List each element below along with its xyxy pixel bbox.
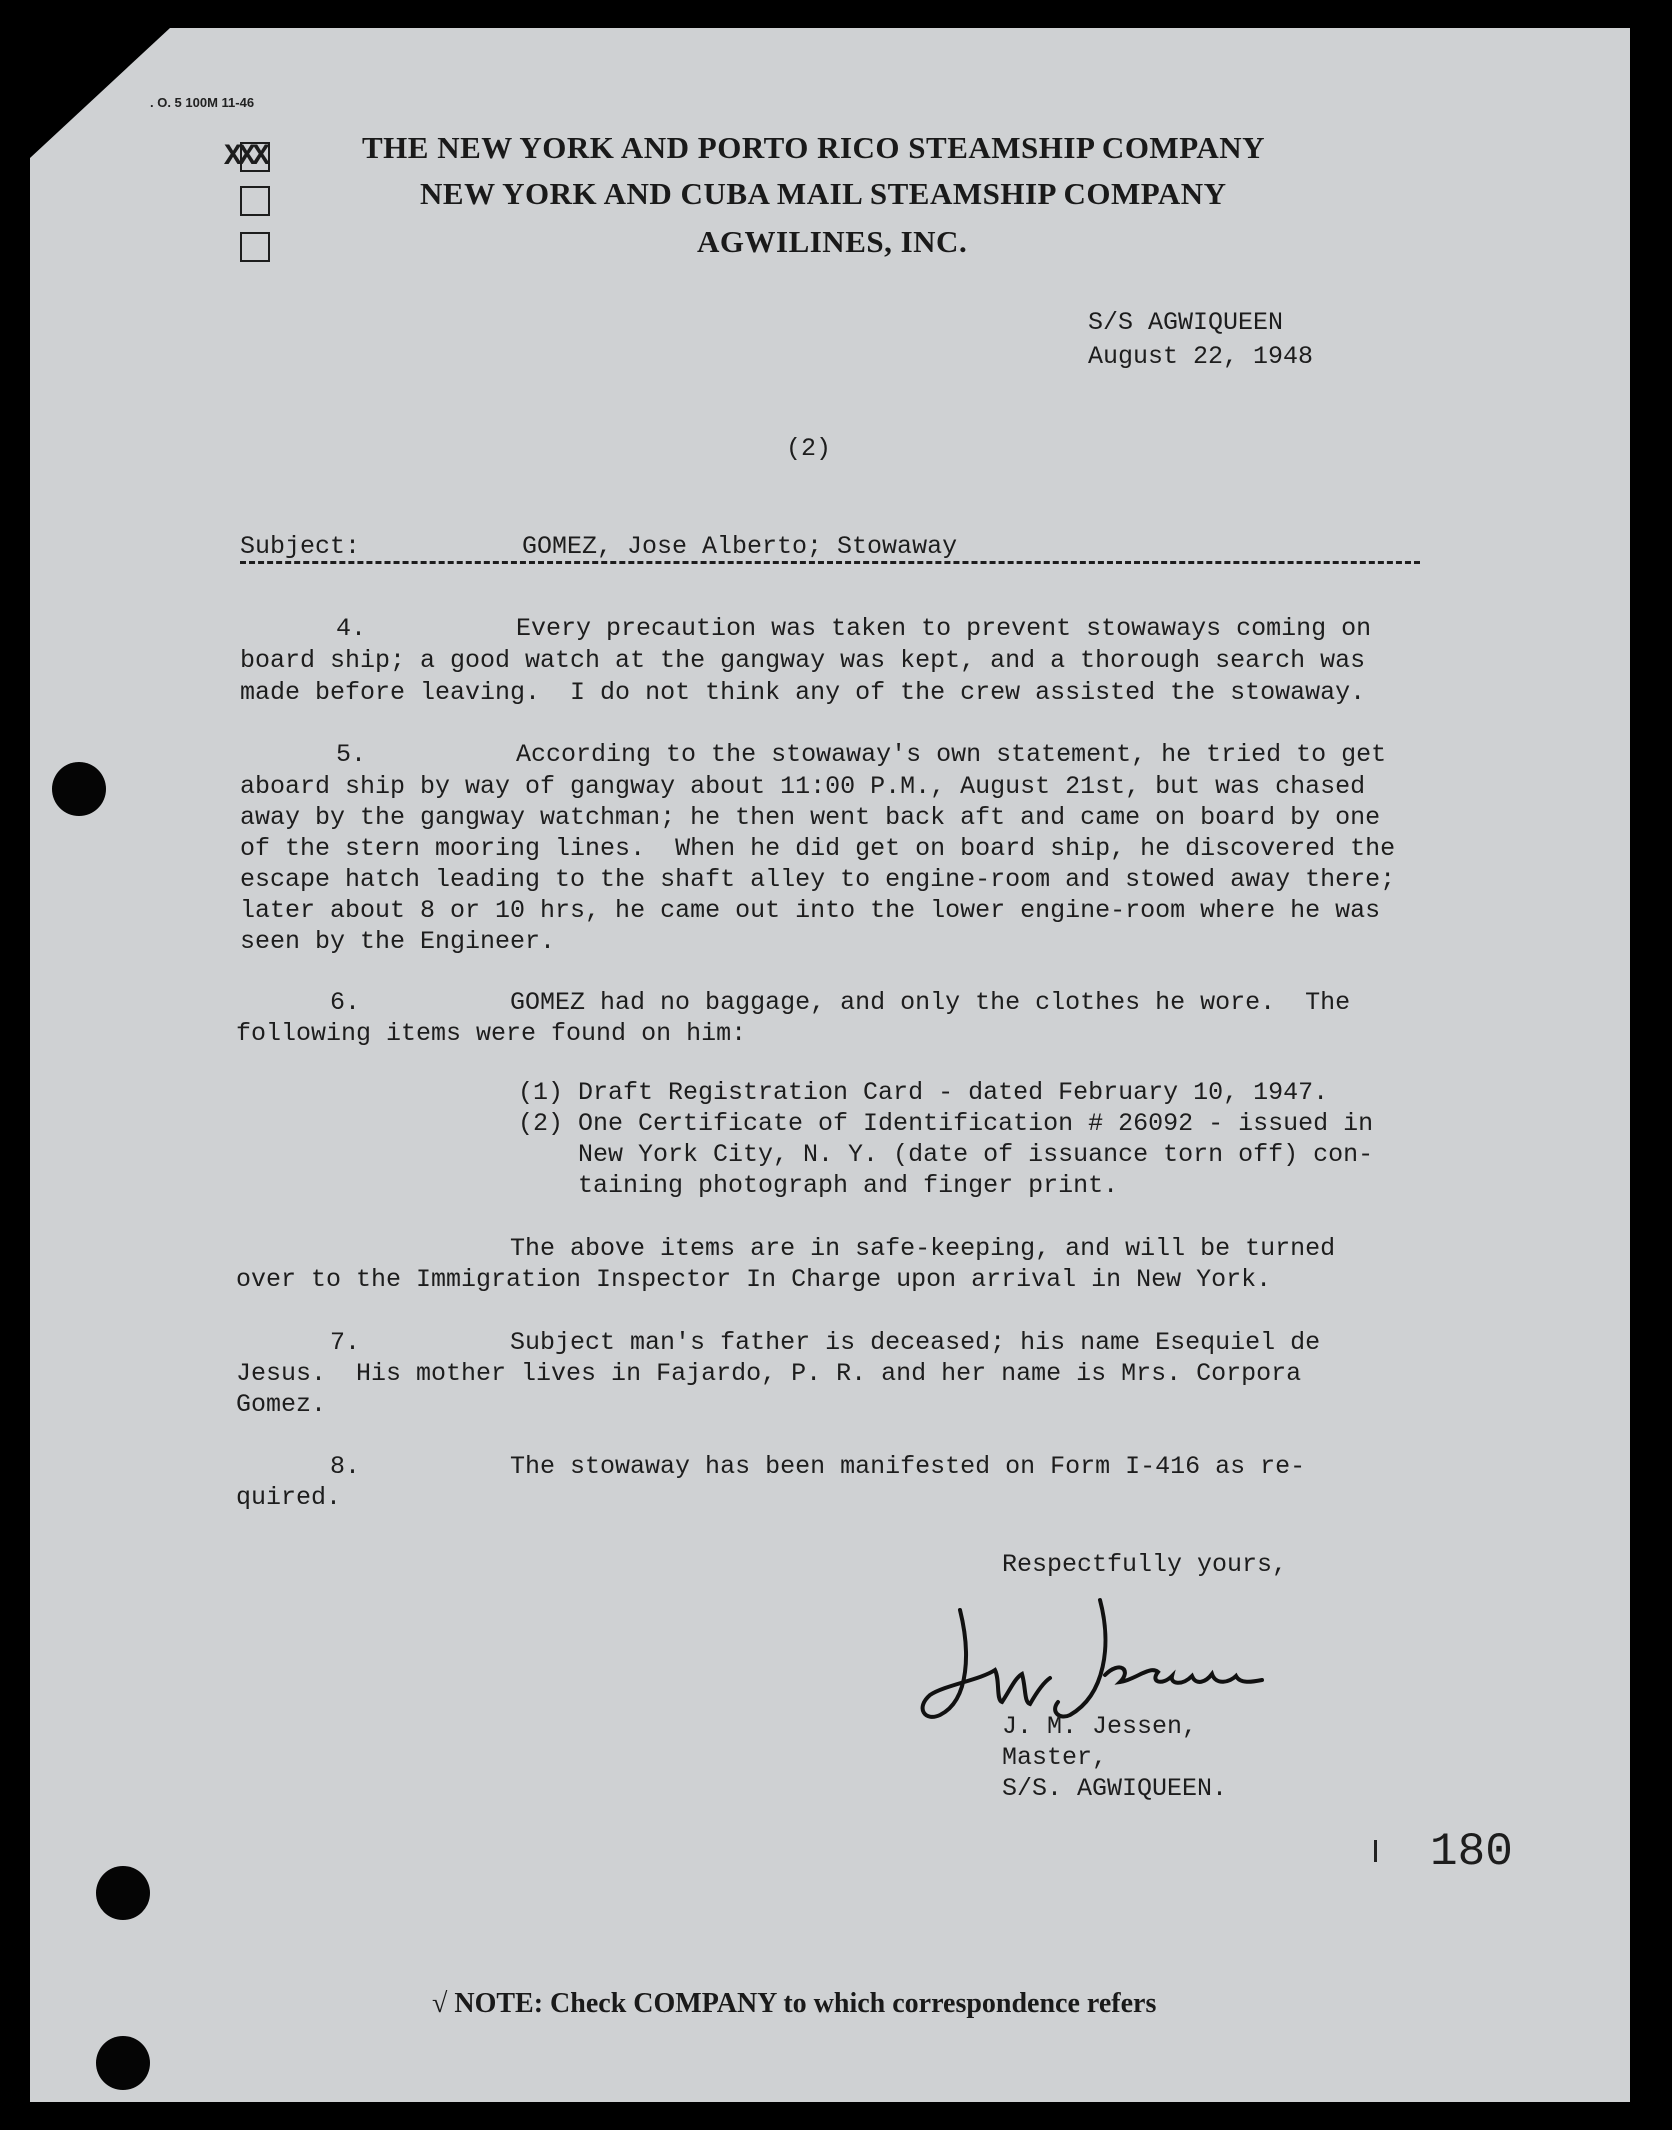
- paragraph-4-line-2: board ship; a good watch at the gangway was kept, and a thorough search was: [240, 646, 1366, 675]
- salutation: Respectfully yours,: [1002, 1550, 1288, 1579]
- company-name-1: THE NEW YORK AND PORTO RICO STEAMSHIP COMPANY: [362, 130, 1265, 165]
- paragraph-7-line-3: Gomez.: [236, 1390, 327, 1419]
- company-checkbox-3: [240, 232, 270, 262]
- paragraph-5-line-4: of the stern mooring lines. When he did get on board ship, he discovered the: [240, 834, 1396, 863]
- paragraph-6-line-1: 6. GOMEZ had no baggage, and only the clothes he wore. The: [330, 988, 1351, 1017]
- found-item-2-line-3: taining photograph and finger print.: [518, 1171, 1119, 1200]
- checked-mark: XXX: [224, 140, 267, 174]
- signatory-name: J. M. Jessen,: [1002, 1712, 1198, 1741]
- paragraph-5-line-1: 5. According to the stowaway's own statement, he tried to get: [336, 740, 1387, 769]
- paragraph-4-line-1: 4. Every precaution was taken to prevent stowaways coming on: [336, 614, 1372, 643]
- subject-value: GOMEZ, Jose Alberto; Stowaway: [522, 532, 958, 561]
- page-marker: (2): [786, 434, 832, 463]
- found-item-1: (1) Draft Registration Card - dated February 10, 1947.: [518, 1078, 1329, 1107]
- paragraph-5-line-3: away by the gangway watchman; he then went back aft and came on board by one: [240, 803, 1381, 832]
- form-code: . O. 5 100M 11-46: [150, 95, 255, 110]
- paragraph-6b-line-2: over to the Immigration Inspector In Charge upon arrival in New York.: [236, 1265, 1272, 1294]
- document-page: [30, 28, 1630, 2102]
- stamped-number: 180: [1430, 1826, 1513, 1878]
- company-name-2: NEW YORK AND CUBA MAIL STEAMSHIP COMPANY: [420, 176, 1227, 211]
- company-name-3: AGWILINES, INC.: [697, 224, 968, 259]
- stamp-mark: [1374, 1840, 1377, 1862]
- paragraph-8-line-2: quired.: [236, 1483, 342, 1512]
- paragraph-4-line-3: made before leaving. I do not think any of the crew assisted the stowaway.: [240, 678, 1366, 707]
- paragraph-6b-line-1: The above items are in safe-keeping, and will be turned: [330, 1234, 1336, 1263]
- found-item-2-line-2: New York City, N. Y. (date of issuance torn off) con-: [518, 1140, 1374, 1169]
- signatory-vessel: S/S. AGWIQUEEN.: [1002, 1774, 1228, 1803]
- date-line: August 22, 1948: [1088, 342, 1314, 371]
- subject-divider: [240, 561, 1420, 564]
- found-item-2-line-1: (2) One Certificate of Identification # 26092 - issued in: [518, 1109, 1374, 1138]
- paragraph-7-line-2: Jesus. His mother lives in Fajardo, P. R. and her name is Mrs. Corpora: [236, 1359, 1302, 1388]
- footer-note: √ NOTE: Check COMPANY to which correspondence refers: [432, 1988, 1157, 2019]
- signatory-title: Master,: [1002, 1743, 1108, 1772]
- punch-hole-top: [52, 762, 106, 816]
- subject-label: Subject:: [240, 532, 361, 561]
- paragraph-8-line-1: 8. The stowaway has been manifested on Form I-416 as re-: [330, 1452, 1306, 1481]
- paragraph-6-line-2: following items were found on him:: [236, 1019, 747, 1048]
- punch-hole-bottom: [96, 2036, 150, 2090]
- paragraph-5-line-2: aboard ship by way of gangway about 11:00 P.M., August 21st, but was chased: [240, 772, 1366, 801]
- paragraph-5-line-6: later about 8 or 10 hrs, he came out into the lower engine-room where he was: [240, 896, 1381, 925]
- punch-hole-middle: [96, 1866, 150, 1920]
- paragraph-5-line-5: escape hatch leading to the shaft alley to engine-room and stowed away there;: [240, 865, 1396, 894]
- paragraph-5-line-7: seen by the Engineer.: [240, 927, 556, 956]
- company-checkbox-2: [240, 186, 270, 216]
- paragraph-7-line-1: 7. Subject man's father is deceased; his name Esequiel de: [330, 1328, 1321, 1357]
- vessel-line: S/S AGWIQUEEN: [1088, 308, 1284, 337]
